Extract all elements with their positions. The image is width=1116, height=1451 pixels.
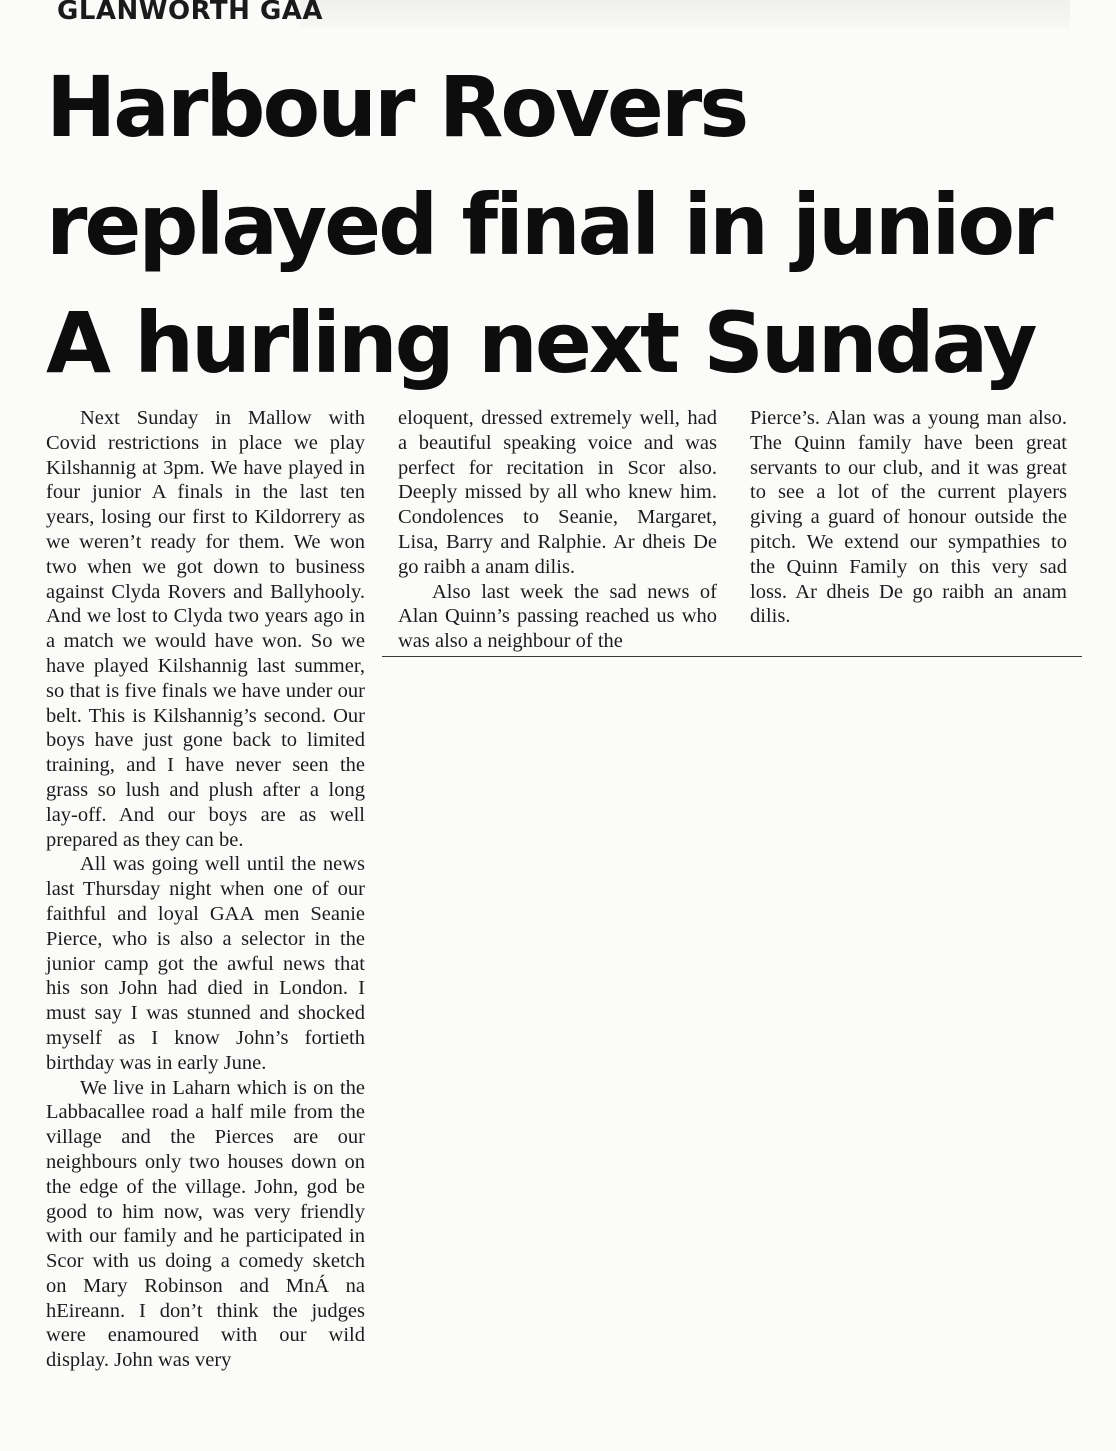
paragraph-continued: Pierce’s. Alan was a young man also. The Quinn family have been great servants to our club, and it was great to see a lot of the current players giving a guard of honour outside the pitch. We extend our sympathies to the Quinn Family on this very sad loss. Ar dheis De go raibh an anam dilis. xyxy=(750,407,1067,628)
paragraph: All was going well until the news last Thursday night when one of our faithful and loyal GAA men Seanie Pierce, who is also a selector in the junior camp got the awful news that his son John had died in London. I must say I was stunned and shocked myself as I know John’s fortieth birthday was in early June. xyxy=(46,853,365,1074)
paragraph: Also last week the sad news of Alan Quinn’s passing reached us who was also a neighbour of the xyxy=(398,580,717,653)
article-column-3 xyxy=(750,406,1067,629)
bleed-through-strip xyxy=(300,0,1070,28)
paragraph-continued: eloquent, dressed extremely well, had a beautiful speaking voice and was perfect for recitation in Scor also. Deeply missed by all who knew him. Condolences to Seanie, Margaret, Lisa, Barry and Ralphie. Ar dheis De go raibh a anam dilis. xyxy=(398,407,717,578)
paragraph: We live in Laharn which is on the Labbacallee road a half mile from the village and the Pierces are our neighbours only two houses down on the edge of the village. John, god be good to him now, was very friendly with our family and he participated in Scor with us doing a comedy sketch on Mary Robinson and MnÁ na hEireann. I don’t think the judges were enamoured with our wild display. John was very xyxy=(46,1076,365,1372)
article-column-1 xyxy=(46,406,365,1373)
article-end-rule xyxy=(382,656,1082,657)
section-label: GLANWORTH GAA xyxy=(57,0,324,26)
paragraph: Next Sunday in Mallow with Covid restrictions in place we play Kilshannig at 3pm. We have played in four junior A finals in the last ten years, losing our first to Kildorrery as we weren’t ready for them. We won two when we got down to business against Clyda Rovers and Ballyhooly. And we lost to Clyda two years ago in a match we would have won. So we have played Kilshannig last summer, so that is five finals we have under our belt. This is Kilshannig’s second. Our boys have just gone back to limited training, and I have never seen the grass so lush and plush after a long lay-off. And our boys are as well prepared as they can be. xyxy=(46,407,365,851)
article-column-2 xyxy=(398,406,717,654)
headline: Harbour Rovers replayed final in junior A hurling next Sunday xyxy=(46,58,1051,392)
